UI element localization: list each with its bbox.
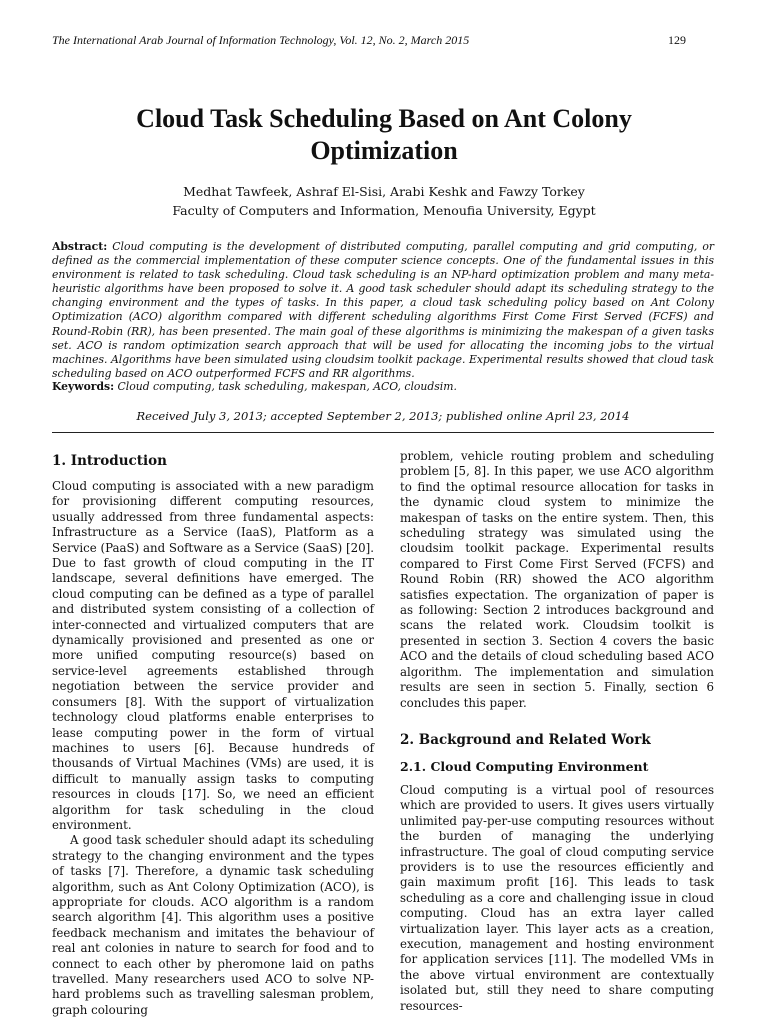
abstract [52,240,714,381]
running-header [52,33,686,48]
intro-paragraph-3: problem, vehicle routing problem and scheduling problem [5, 8]. In this paper, we use ACO algorithm to find the optimal resource allocation for tasks in the dynamic cloud system to minimize the makespan of tasks on the entire system. Then, this scheduling strategy was simulated using the cloudsim toolkit package. Experimental results compared to First Come First Served (FCFS) and Round Robin (RR) showed the ACO algorithm satisfies expectation. The organization of paper is as following: Section 2 introduces background and scans the related work. Cloudsim toolkit is presented in section 3. Section 4 covers the basic ACO and the details of cloud scheduling based ACO algorithm. The implementation and simulation results are seen in section 5. Finally, section 6 concludes this paper. [400,449,714,710]
intro-paragraph-2: A good task scheduler should adapt its scheduling strategy to the changing environment and the types of tasks [7]. Therefore, a dynamic task scheduling algorithm, such as Ant Colony Optimization (ACO), is appropriate for clouds. ACO algorithm is a random search algorithm [4]. This algorithm uses a positive feedback mechanism and imitates the behaviour of real ant colonies in nature to search for food and to connect to each other by pheromone laid on paths travelled. Many researchers used ACO to solve NP-hard problems such as travelling salesman problem, graph colouring [52,833,374,1017]
abstract-label: Abstract: [52,240,108,253]
intro-paragraph-1: Cloud computing is associated with a new paradigm for provisioning different computing resources, usually addressed from three fundamental aspects: Infrastructure as a Service (IaaS), Platform as a Service (PaaS) and Software as a Service (SaaS) [20]. Due to fast growth of cloud computing in the IT landscape, several definitions have emerged. The cloud computing can be defined as a type of parallel and distributed system consisting of a collection of inter-connected and virtualized computers that are dynamically provisioned and presented as one or more unified computing resource(s) based on service-level agreements established through negotiation between the service provider and consumers [8]. With the support of virtualization technology cloud platforms enable enterprises to lease computing power in the form of virtual machines to users [6]. Because hundreds of thousands of Virtual Machines (VMs) are used, it is difficult to manually assign tasks to computing resources in clouds [17]. So, we need an efficient algorithm for task scheduling in the cloud environment. [52,479,374,832]
left-column [52,452,374,1018]
right-column [400,449,714,1014]
section-heading-background: 2. Background and Related Work [400,731,651,748]
affiliation: Faculty of Computers and Information, Menoufia University, Egypt [172,203,596,218]
author-names: Medhat Tawfeek, Ashraf El-Sisi, Arabi Keshk and Fawzy Torkey [183,184,585,199]
journal-citation: The International Arab Journal of Information Technology, Vol. 12, No. 2, March 2015 [52,33,470,47]
keywords-label: Keywords: [52,380,115,393]
keywords [52,380,714,394]
author-block [60,182,708,220]
received-dates: Received July 3, 2013; accepted September 2, 2013; published online April 23, 2014 [136,409,630,423]
keywords-text: Cloud computing, task scheduling, makespan, ACO, cloudsim. [117,380,457,393]
background-paragraph-1: Cloud computing is a virtual pool of resources which are provided to users. It gives users virtually unlimited pay-per-use computing resources without the burden of managing the underlying infrastructure. The goal of cloud computing service providers is to use the resources efficiently and gain maximum profit [16]. This leads to task scheduling as a core and challenging issue in cloud computing. Cloud has an extra layer called virtualization layer. This layer acts as a creation, execution, management and hosting environment for application services [11]. The modelled VMs in the above virtual environment are contextually isolated but, still they need to share computing resources- [400,782,714,1013]
abstract-text: Cloud computing is the development of distributed computing, parallel computing and grid computing, or defined as the commercial implementation of these computer science concepts. One of the fundamental issues in this environment is related to task scheduling. Cloud task scheduling is an NP-hard optimization problem and many meta-heuristic algorithms have been proposed to solve it. A good task scheduler should adapt its scheduling strategy to the changing environment and the types of tasks. In this paper, a cloud task scheduling policy based on Ant Colony Optimization (ACO) algorithm compared with different scheduling algorithms First Come First Served (FCFS) and Round-Robin (RR), has been presented. The main goal of these algorithms is minimizing the makespan of a given tasks set. ACO is random optimization search approach that will be used for allocating the incoming jobs to the virtual machines. Algorithms have been simulated using cloudsim toolkit package. Experimental results showed that cloud task scheduling based on ACO outperformed FCFS and RR algorithms. [52,240,714,380]
page-number: 129 [668,33,686,47]
subsection-heading-cloud-env: 2.1. Cloud Computing Environment [400,758,649,774]
divider [52,432,714,433]
paper-title: Cloud Task Scheduling Based on Ant Colony Optimization [136,104,632,165]
section-heading-introduction: 1. Introduction [52,453,167,469]
